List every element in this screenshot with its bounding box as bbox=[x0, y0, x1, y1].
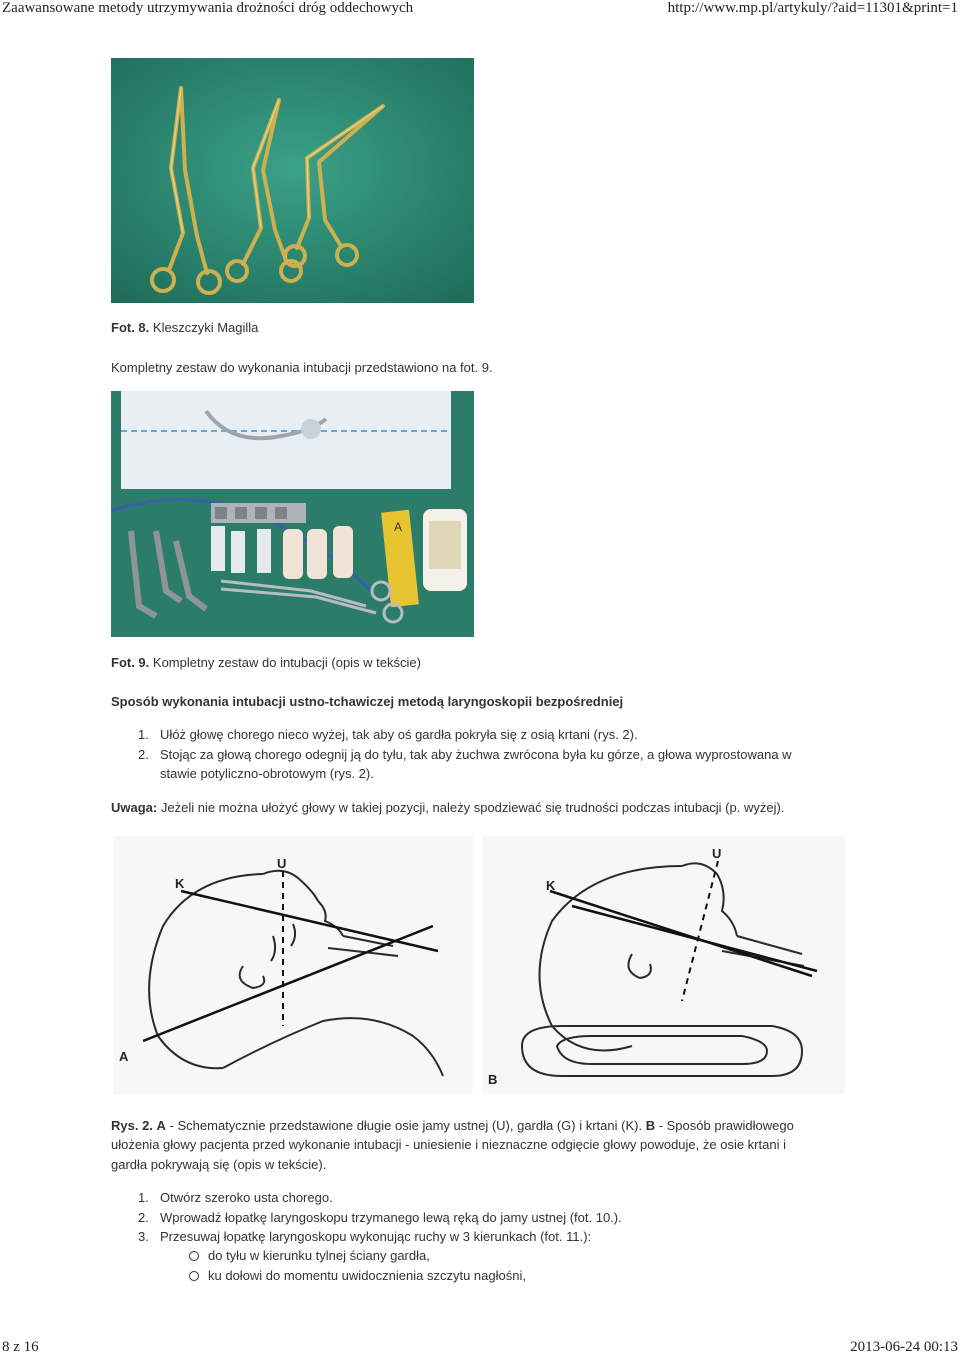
footer-datetime: 2013-06-24 00:13 bbox=[850, 1339, 958, 1355]
tube-label-a: A bbox=[394, 520, 403, 534]
step-text: Wprowadź łopatkę laryngoskopu trzymanego lewą ręką do jamy ustnej (fot. 10.). bbox=[160, 1210, 622, 1225]
fig2-caption-line3: gardła pokrywają się (opis w tekście). bbox=[111, 1157, 327, 1172]
note-label: Uwaga: bbox=[111, 800, 158, 815]
note-text: Jeżeli nie można ułożyć głowy w takiej pozycji, należy spodziewać się trudności podczas intubacji (p. wyżej). bbox=[160, 800, 785, 815]
fig2-a-marker: A bbox=[156, 1118, 166, 1133]
fig2-b-marker: B bbox=[645, 1118, 656, 1133]
fig8-caption-text: Kleszczyki Magilla bbox=[152, 320, 259, 335]
step-text: Otwórz szeroko usta chorego. bbox=[160, 1190, 333, 1205]
step-text-continued: stawie potyliczno-obrotowym (rys. 2). bbox=[160, 766, 374, 781]
axis-label-u: U bbox=[277, 856, 287, 871]
fig2-label: Rys. 2. bbox=[111, 1118, 153, 1133]
axis-label-k: K bbox=[175, 876, 185, 891]
header-url: http://www.mp.pl/artykuly/?aid=11301&print=1 bbox=[667, 0, 958, 16]
step-number: 2. bbox=[138, 1210, 149, 1225]
fig8-caption bbox=[111, 320, 258, 335]
fig2-caption-line2: ułożenia głowy pacjenta przed wykonanie intubacji - uniesienie i nieznaczne odgięcie głowy powoduje, że osie krtani i bbox=[111, 1137, 786, 1152]
step-text: Stojąc za głową chorego odegnij ją do tyłu, tak aby żuchwa zwrócona była ku górze, a głowa wyprostowana w bbox=[160, 747, 792, 762]
footer-page-number: 8 z 16 bbox=[2, 1339, 39, 1355]
diagram-a-illustration bbox=[113, 836, 473, 1094]
diagram-b-illustration bbox=[482, 836, 845, 1094]
circle-bullet-icon bbox=[189, 1271, 199, 1281]
magill-forceps-illustration bbox=[111, 58, 474, 303]
intubation-kit-illustration bbox=[111, 391, 474, 637]
fig2-caption-line1 bbox=[111, 1118, 794, 1133]
fig2-a-text: - Schematycznie przedstawione długie osie jamy ustnej (U), gardła (G) i krtani (K). bbox=[165, 1118, 646, 1133]
sub-step-text: ku dołowi do momentu uwidocznienia szczytu nagłośni, bbox=[208, 1268, 526, 1283]
section-title: Sposób wykonania intubacji ustno-tchawiczej metodą laryngoskopii bezpośredniej bbox=[111, 694, 624, 709]
step-number: 1. bbox=[138, 1190, 149, 1205]
axis-label-k: K bbox=[546, 878, 556, 893]
step-text: Przesuwaj łopatkę laryngoskopu wykonując ruchy w 3 kierunkach (fot. 11.): bbox=[160, 1229, 592, 1244]
header-page-title: Zaawansowane metody utrzymywania drożności dróg oddechowych bbox=[2, 0, 414, 16]
diagram-a-head-axes bbox=[113, 836, 473, 1094]
circle-bullet-icon bbox=[189, 1251, 199, 1261]
fig2-b-text: - Sposób prawidłowego bbox=[655, 1118, 794, 1133]
diagram-corner-label-a: A bbox=[119, 1049, 129, 1064]
photo-intubation-kit bbox=[111, 391, 474, 637]
intro-paragraph: Kompletny zestaw do wykonania intubacji przedstawiono na fot. 9. bbox=[111, 360, 493, 375]
fig9-caption-text: Kompletny zestaw do intubacji (opis w tekście) bbox=[152, 655, 421, 670]
diagram-corner-label-b: B bbox=[488, 1072, 498, 1087]
photo-magill-forceps bbox=[111, 58, 474, 303]
fig9-label: Fot. 9. bbox=[111, 655, 150, 670]
sub-step-text: do tyłu w kierunku tylnej ściany gardła, bbox=[208, 1248, 430, 1263]
step-number: 1. bbox=[138, 727, 149, 742]
fig8-label: Fot. 8. bbox=[111, 320, 150, 335]
step-text: Ułóż głowę chorego nieco wyżej, tak aby oś gardła pokryła się z osią krtani (rys. 2). bbox=[160, 727, 638, 742]
fig9-caption bbox=[111, 655, 421, 670]
axis-label-u: U bbox=[712, 846, 722, 861]
step-number: 3. bbox=[138, 1229, 149, 1244]
step-number: 2. bbox=[138, 747, 149, 762]
note-paragraph bbox=[111, 800, 784, 815]
diagram-b-head-axes bbox=[482, 836, 845, 1094]
